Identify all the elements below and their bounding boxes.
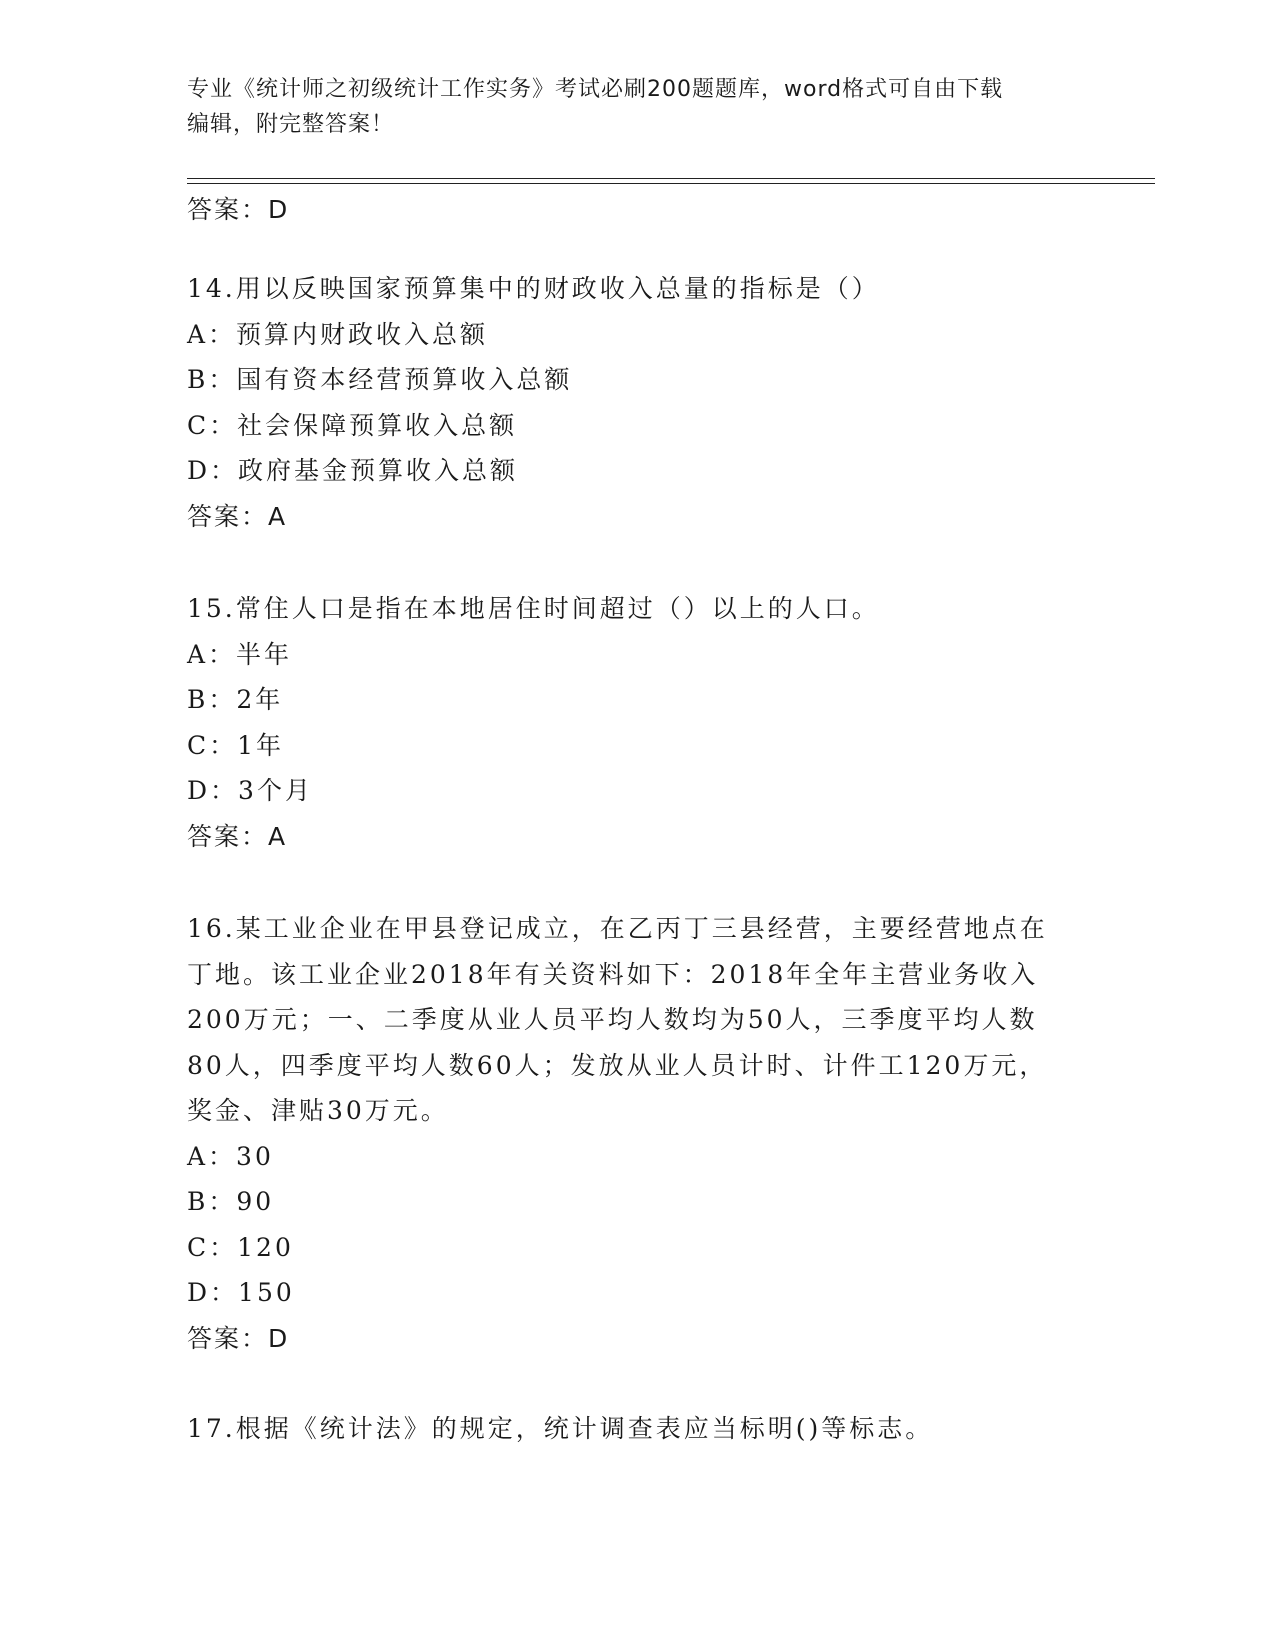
header-divider-top bbox=[187, 178, 1155, 179]
header-line-1: 专业《统计师之初级统计工作实务》考试必刷200题题库，word格式可自由下载 bbox=[187, 77, 1004, 102]
header-line-2: 编辑，附完整答案！ bbox=[187, 112, 395, 137]
previous-answer-block bbox=[187, 187, 1087, 232]
option-a: A：预算内财政收入总额 bbox=[187, 319, 489, 349]
option-c: C：120 bbox=[187, 1232, 294, 1262]
answer-line: 答案：A bbox=[187, 501, 288, 531]
question-stem: 15.常住人口是指在本地居住时间超过（）以上的人口。 bbox=[187, 594, 880, 623]
question-stem: 14.用以反映国家预算集中的财政收入总量的指标是（） bbox=[187, 274, 880, 303]
option-d: D：政府基金预算收入总额 bbox=[187, 456, 519, 485]
option-c: C：1年 bbox=[187, 730, 285, 760]
option-b: B：2年 bbox=[187, 685, 284, 714]
question-15 bbox=[187, 586, 1087, 859]
header-divider-bottom bbox=[187, 183, 1155, 184]
question-14 bbox=[187, 266, 1087, 539]
option-d: D：3个月 bbox=[187, 776, 313, 805]
question-stem-line: 丁地。该工业企业2018年有关资料如下：2018年全年主营业务收入 bbox=[187, 959, 1039, 989]
question-stem-line: 奖金、津贴30万元。 bbox=[187, 1096, 449, 1125]
question-stem-line: 200万元；一、二季度从业人员平均人数均为50人，三季度平均人数 bbox=[187, 1005, 1038, 1034]
option-c: C：社会保障预算收入总额 bbox=[187, 410, 518, 440]
question-stem-line: 80人，四季度平均人数60人；发放从业人员计时、计件工120万元， bbox=[187, 1050, 1048, 1080]
option-a: A：半年 bbox=[187, 639, 293, 669]
option-b: B：国有资本经营预算收入总额 bbox=[187, 365, 573, 394]
option-b: B：90 bbox=[187, 1187, 275, 1216]
option-d: D：150 bbox=[187, 1278, 295, 1307]
answer-line: 答案：D bbox=[187, 1323, 290, 1353]
document-header bbox=[187, 72, 1067, 142]
question-stem: 17.根据《统计法》的规定，统计调查表应当标明()等标志。 bbox=[187, 1414, 934, 1443]
answer-line: 答案：A bbox=[187, 821, 288, 851]
answer-line: 答案：D bbox=[187, 195, 290, 224]
question-stem-line: 16.某工业企业在甲县登记成立，在乙丙丁三县经营，主要经营地点在 bbox=[187, 914, 1048, 943]
option-a: A：30 bbox=[187, 1141, 274, 1171]
question-16 bbox=[187, 906, 1087, 1361]
question-17 bbox=[187, 1406, 1087, 1452]
